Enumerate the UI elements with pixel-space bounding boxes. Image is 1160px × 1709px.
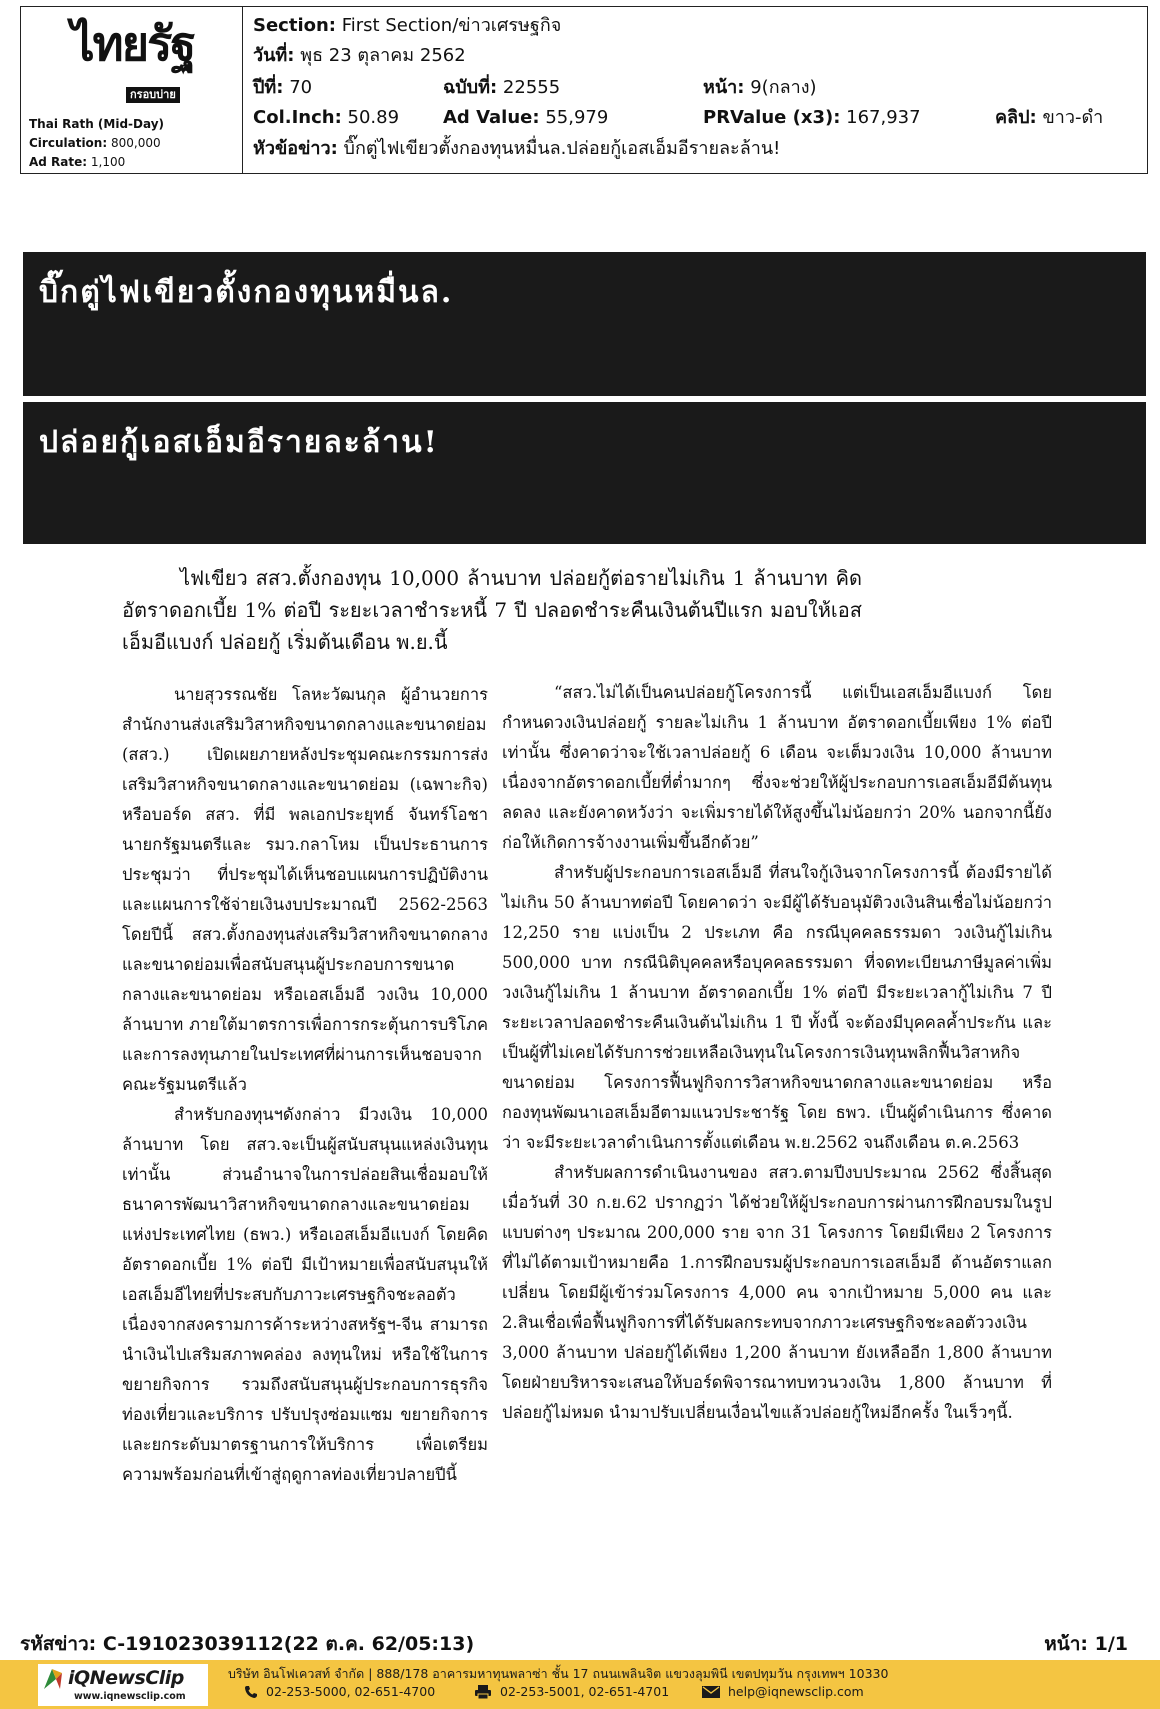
date-field: วันที่: พุธ 23 ตุลาคม 2562 [253, 45, 466, 66]
paragraph: สำหรับผู้ประกอบการเอสเอ็มอี ที่สนใจกู้เงินจากโครงการนี้ ต้องมีรายได้ไม่เกิน 50 ล้านบาทต่อปี โดยคาดว่า จะมีผู้ได้รับอนุมัติวงเงินสินเชื่อไม่น้อยกว่า 12,250 ราย แบ่งเป็น 2 ประเภท คือ กรณีบุคคลธรรมดา วงเงินกู้ไม่เกิน 500,000 บาท กรณีนิติบุคคลหรือบุคคลธรรมดา ที่จดทะเบียนภาษีมูลค่าเพิ่ม วงเงินกู้ไม่เกิน 1 ล้านบาท อัตราดอกเบี้ย 1% ต่อปี มีระยะเวลากู้ไม่เกิน 7 ปี ระยะเวลาปลอดชำระคืนเงินต้นไม่เกิน 1 ปี ทั้งนี้ จะต้องมีบุคคลค้ำประกัน และเป็นผู้ที่ไม่เคยได้รับการช่วยเหลือเงินทุนในโครงการเงินทุนพลิกฟื้นวิสาหกิจขนาดย่อม โครงการฟื้นฟูกิจการวิสาหกิจขนาดกลางและขนาดย่อม หรือกองทุนพัฒนาเอสเอ็มอีตามแนวประชารัฐ โดย ธพว. เป็นผู้ดำเนินการ ซึ่งคาดว่า จะมีระยะเวลาดำเนินการตั้งแต่เดือน พ.ย.2562 จนถึงเดือน ต.ค.2563 [502, 863, 1052, 1153]
ad-rate: Ad Rate: 1,100 [29, 155, 126, 169]
circulation: Circulation: 800,000 [29, 136, 161, 150]
prvalue-field: PRValue (x3): 167,937 [703, 107, 921, 128]
iq-mark-icon [42, 1667, 64, 1691]
article-column-left [122, 680, 488, 1490]
publication-name: Thai Rath (Mid-Day) [29, 117, 165, 131]
paragraph: สำหรับผลการดำเนินงานของ สสว.ตามปีงบประมาณ 2562 ซึ่งสิ้นสุดเมื่อวันที่ 30 ก.ย.62 ปรากฏว่า ได้ช่วยให้ผู้ประกอบการผ่านการฝึกอบรมในรูปแบบต่างๆ ประมาณ 200,000 ราย จาก 31 โครงการ โดยมีเพียง 2 โครงการที่ไม่ได้ตามเป้าหมายคือ 1.การฝึกอบรมผู้ประกอบการเอสเอ็มอี ด้านอัตราแลกเปลี่ยน โดยมีผู้เข้าร่วมโครงการ 4,000 คน จากเป้าหมาย 5,000 คน และ 2.สินเชื่อเพื่อฟื้นฟูกิจการที่ได้รับผลกระทบจากภาวะเศรษฐกิจชะลอตัววงเงิน 3,000 ล้านบาท ปล่อยกู้ได้เพียง 1,200 ล้านบาท ยังเหลืออีก 1,800 ล้านบาท โดยฝ่ายบริหารจะเสนอให้บอร์ดพิจารณาทบทวนวงเงิน 1,800 ล้านบาท ที่ปล่อยกู้ไม่หมด นำมาปรับเปลี่ยนเงื่อนไขแล้วปล่อยกู้ใหม่อีกครั้ง ในเร็วๆนี้. [502, 1163, 1052, 1423]
paragraph: นายสุวรรณชัย โลหะวัฒนกุล ผู้อำนวยการสำนักงานส่งเสริมวิสาหกิจขนาดกลางและขนาดย่อม (สสว.) เปิดเผยภายหลังประชุมคณะกรรมการส่งเสริมวิสาหกิจขนาดกลางและขนาดย่อม (เฉพาะกิจ) หรือบอร์ด สสว. ที่มี พลเอกประยุทธ์ จันทร์โอชา นายกรัฐมนตรีและ รมว.กลาโหม เป็นประธานการประชุมว่า ที่ประชุมได้เห็นชอบแผนการปฏิบัติงานและแผนการใช้จ่ายเงินงบประมาณปี 2562-2563 โดยปีนี้ สสว.ตั้งกองทุนส่งเสริมวิสาหกิจขนาดกลางและขนาดย่อมเพื่อสนับสนุนผู้ประกอบการขนาดกลางและขนาดย่อม หรือเอสเอ็มอี วงเงิน 10,000 ล้านบาท ภายใต้มาตรการเพื่อการกระตุ้นการบริโภคและการลงทุนภายในประเทศที่ผ่านการเห็นชอบจากคณะรัฐมนตรีแล้ว [122, 685, 488, 1095]
brand-name: iQNewsClip [68, 1667, 184, 1689]
article-column-right [502, 678, 1052, 1428]
headline-field: หัวข้อข่าว: บิ๊กตู่ไฟเขียวตั้งกองทุนหมื่นล.ปล่อยกู้เอสเอ็มอีรายละล้าน! [253, 138, 781, 159]
year-field: ปีที่: 70 [253, 77, 313, 98]
headline-line-1: บิ๊กตู่ไฟเขียวตั้งกองทุนหมื่นล. [23, 252, 1146, 396]
phone-icon [244, 1685, 258, 1699]
paragraph: สำหรับกองทุนฯดังกล่าว มีวงเงิน 10,000 ล้านบาท โดย สสว.จะเป็นผู้สนับสนุนแหล่งเงินทุนเท่านั้น ส่วนอำนาจในการปล่อยสินเชื่อมอบให้ธนาคารพัฒนาวิสาหกิจขนาดกลางและขนาดย่อมแห่งประเทศไทย (ธพว.) หรือเอสเอ็มอีแบงก์ โดยคิดอัตราดอกเบี้ย 1% ต่อปี มีเป้าหมายเพื่อสนับสนุนให้เอสเอ็มอีไทยที่ประสบกับภาวะเศรษฐกิจชะลอตัว เนื่องจากสงครามการค้าระหว่างสหรัฐฯ-จีน สามารถนำเงินไปเสริมสภาพคล่อง ลงทุนใหม่ หรือใช้ในการขยายกิจการ รวมถึงสนับสนุนผู้ประกอบการธุรกิจท่องเที่ยวและบริการ ปรับปรุงซ่อมแซม ขยายกิจการ และยกระดับมาตรฐานการให้บริการ เพื่อเตรียมความพร้อมก่อนที่เข้าสู่ฤดูกาลท่องเที่ยวปลายปีนี้ [122, 1105, 488, 1485]
fax-contact [474, 1684, 669, 1699]
news-code: รหัสข่าว: C-191023039112(22 ต.ค. 62/05:13) [20, 1633, 475, 1655]
email-contact[interactable] [702, 1684, 864, 1699]
mail-icon [702, 1686, 720, 1698]
issue-field: ฉบับที่: 22555 [443, 77, 561, 98]
fax-numbers: 02-253-5001, 02-651-4701 [500, 1684, 670, 1699]
advalue-field: Ad Value: 55,979 [443, 107, 609, 128]
brand-url: www.iqnewsclip.com [74, 1691, 186, 1702]
headline-line-2: ปล่อยกู้เอสเอ็มอีรายละล้าน! [23, 402, 1146, 544]
paragraph: “สสว.ไม่ได้เป็นคนปล่อยกู้โครงการนี้ แต่เป็นเอสเอ็มอีแบงก์ โดยกำหนดวงเงินปล่อยกู้ รายละไม่เกิน 1 ล้านบาท อัตราดอกเบี้ยเพียง 1% ต่อปีเท่านั้น ซึ่งคาดว่าจะใช้เวลาปล่อยกู้ 6 เดือน จะเต็มวงเงิน 10,000 ล้านบาท เนื่องจากอัตราดอกเบี้ยที่ต่ำมากๆ ซึ่งจะช่วยให้ผู้ประกอบการเอสเอ็มอีมีต้นทุนลดลง และยังคาดหวังว่า จะเพิ่มรายได้ให้สูงขึ้นไม่น้อยกว่า 20% นอกจากนี้ยังก่อให้เกิดการจ้างงานเพิ่มขึ้นอีกด้วย” [502, 683, 1052, 853]
iqnewsclip-logo[interactable] [38, 1664, 208, 1706]
phone-contact [244, 1684, 435, 1699]
article-lead: ไฟเขียว สสว.ตั้งกองทุน 10,000 ล้านบาท ปล่อยกู้ต่อรายไม่เกิน 1 ล้านบาท คิดอัตราดอกเบี้ย 1% ต่อปี ระยะเวลาชำระหนี้ 7 ปี ปลอดชำระคืนเงินต้นปีแรก มอบให้เอสเอ็มอีแบงก์ ปล่อยกู้ เริ่มต้นเดือน พ.ย.นี้ [122, 566, 862, 654]
clip-metadata [253, 7, 1137, 173]
section-field: Section: First Section/ข่าวเศรษฐกิจ [253, 15, 562, 36]
page-count: หน้า: 1/1 [1044, 1633, 1128, 1655]
company-address: บริษัท อินโฟเควสท์ จำกัด | 888/178 อาคารมหาทุนพลาซ่า ชั้น 17 ถนนเพลินจิต แขวงลุมพินี เขตปทุมวัน กรุงเทพฯ 10330 [228, 1666, 889, 1681]
page-field: หน้า: 9(กลาง) [703, 77, 817, 98]
phone-numbers: 02-253-5000, 02-651-4700 [266, 1684, 436, 1699]
email-address[interactable]: help@iqnewsclip.com [728, 1684, 864, 1699]
clip-color-field: คลิป: ขาว-ดำ [995, 107, 1104, 128]
fax-icon [474, 1685, 492, 1699]
thairath-logo: ไทยรัฐ [71, 17, 195, 72]
clip-header [20, 6, 1148, 174]
colinch-field: Col.Inch: 50.89 [253, 107, 400, 128]
edition-badge: กรอบบ่าย [126, 87, 180, 103]
footer-bar [0, 1660, 1160, 1709]
publication-info [21, 7, 243, 173]
